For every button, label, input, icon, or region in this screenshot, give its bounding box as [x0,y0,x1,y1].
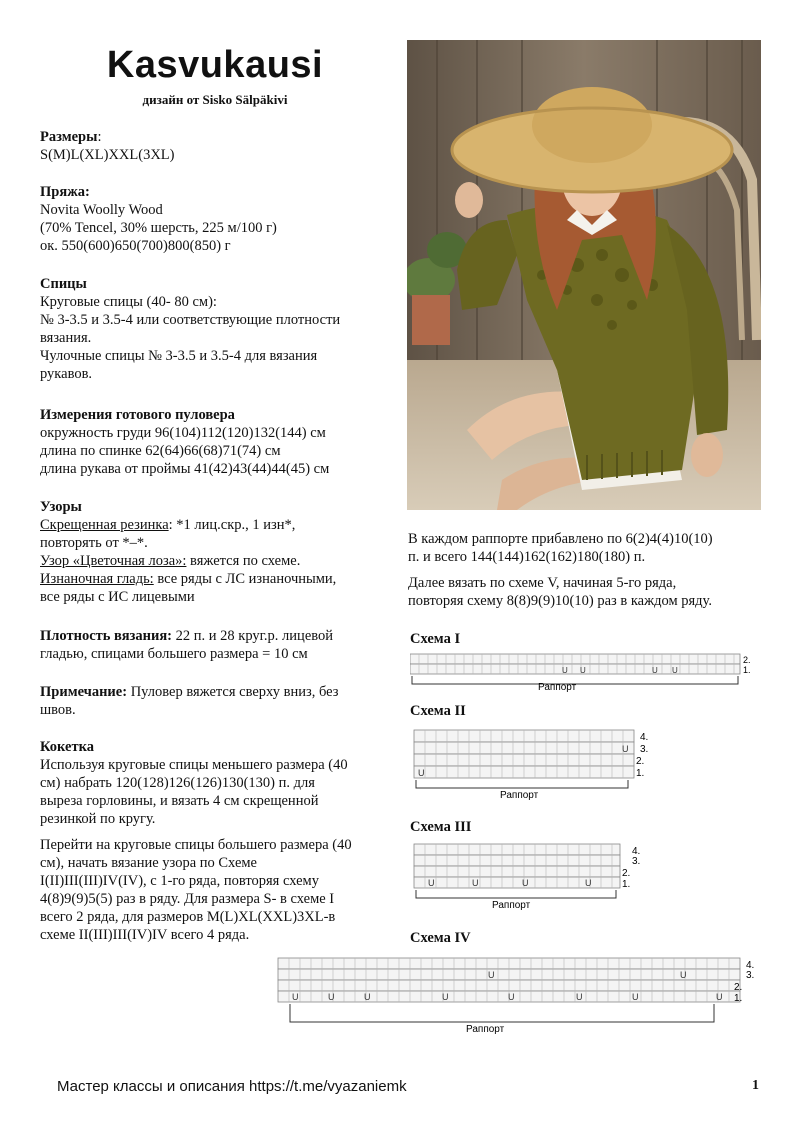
svg-text:U: U [562,666,568,675]
scheme-2-row-label: 4. [640,732,649,743]
footer-link-text[interactable]: Мастер классы и описания https://t.me/vyazaniemk [57,1078,407,1095]
scheme-4-grid [276,954,760,1038]
svg-text:U: U [622,744,629,754]
yoke-para1-line: см) набрать 120(128)126(126)130(130) п. для [40,775,315,791]
yoke-para2-line: см), начать вязание узора по Схеме [40,855,257,871]
scheme-4-row-label: 4. [746,960,755,971]
note-section [40,683,339,719]
needles-line: рукавов. [40,366,93,382]
reverse-stockinette-label: Изнаночная гладь: [40,571,154,587]
yoke-para2-line: I(II)III(III)IV(IV), с 1-го ряда, повторяя схему [40,873,319,889]
yarn-line: ок. 550(600)650(700)800(850) г [40,238,231,254]
designer-subtitle: дизайн от Sisko Sälpäkivi [142,92,288,107]
scheme-1-row-label: 1. [743,665,751,675]
patterns-section [40,498,336,606]
scheme-3-chart [410,840,670,921]
yoke-para2-line: схеме II(III)III(IV)IV всего 4 ряда. [40,927,250,943]
sizes-colon: : [97,129,102,145]
scheme-4-chart [276,954,760,1043]
svg-text:U: U [442,992,449,1002]
yoke-heading: Кокетка [40,739,94,755]
note-text-2: швов. [40,702,76,718]
rib-label: Скрещенная резинка [40,517,169,533]
rib-text: : *1 лиц.скр., 1 изн*, [168,517,296,533]
scheme-2-row-label: 3. [640,744,649,755]
note-text: Пуловер вяжется сверху вниз, без [127,684,339,700]
right-para2-line: повторяя схему 8(8)9(9)10(10) раз в каждом ряду. [408,593,712,609]
scheme-2-row-label: 1. [636,768,645,779]
yoke-para2-line: всего 2 ряда, для размеров M(L)XL(XXL)3XL-в [40,909,336,925]
measurements-line: окружность груди 96(104)112(120)132(144) см [40,425,326,441]
scheme-1-grid [410,652,760,700]
yoke-para1-line: резинкой по кругу. [40,811,156,827]
scheme-1-title: Схема I [410,631,461,647]
svg-text:U: U [508,992,515,1002]
scheme-4-rapport-label: Раппорт [466,1024,505,1035]
measurements-heading: Измерения готового пуловера [40,407,235,423]
svg-text:U: U [632,992,639,1002]
page-title: Kasvukausi [106,44,324,86]
scheme-1-rapport-label: Раппорт [538,682,577,693]
scheme-2-title: Схема II [410,703,466,719]
model-photo-illustration [407,40,761,510]
scheme-2-row-label: 2. [636,756,645,767]
gauge-text: 22 п. и 28 круг.р. лицевой [172,628,334,644]
needles-heading: Спицы [40,276,87,292]
model-photo [407,40,761,510]
scheme-4-row-label: 3. [746,970,755,981]
scheme-4-row-label: 2. [734,982,743,993]
svg-text:U: U [672,666,678,675]
scheme-2-grid [410,726,670,808]
scheme-1-row-label: 2. [743,655,751,665]
svg-text:U: U [716,992,723,1002]
page-number: 1 [752,1078,759,1093]
gauge-heading: Плотность вязания: [40,628,172,644]
yoke-para2-line: Перейти на круговые спицы большего размера (40 [40,837,352,853]
needles-line: вязания. [40,330,92,346]
gauge-section [40,627,333,663]
reverse-stockinette-text-2: все ряды с ИС лицевыми [40,589,195,605]
svg-text:U: U [580,666,586,675]
yoke-para2-line: 4(8)9(9)5(5) раз в ряду. Для размера S- в схеме I [40,891,335,907]
right-para1-line: В каждом раппорте прибавлено по 6(2)4(4)10(10) [408,531,713,547]
needles-line: № 3-3.5 и 3.5-4 или соответствующие плотности [40,312,341,328]
svg-text:U: U [418,768,425,778]
gauge-text-2: гладью, спицами большего размера = 10 см [40,646,308,662]
measurements-line: длина по спинке 62(64)66(68)71(74) см [40,443,281,459]
scheme-3-rapport-label: Раппорт [492,900,531,911]
svg-text:U: U [292,992,299,1002]
svg-text:U: U [428,878,435,888]
scheme-2-rapport-label: Раппорт [500,790,539,801]
yoke-section [40,738,352,944]
reverse-stockinette-text: все ряды с ЛС изнаночными, [153,571,337,587]
right-para2-line: Далее вязать по схеме V, начиная 5-го ряда, [408,575,677,591]
right-para1-line: п. и всего 144(144)162(162)180(180) п. [408,549,646,565]
scheme-2-chart [410,726,670,813]
scheme-3-title: Схема III [410,819,472,835]
yarn-line: (70% Tencel, 30% шерсть, 225 м/100 г) [40,220,277,236]
right-text [408,530,713,610]
scheme-3-row-label: 4. [632,846,641,857]
note-heading: Примечание: [40,684,128,700]
measurements-line: длина рукава от проймы 41(42)43(44)44(45) см [40,461,330,477]
scheme-3-row-label: 1. [622,879,631,890]
svg-text:U: U [364,992,371,1002]
svg-text:U: U [585,878,592,888]
svg-text:U: U [488,970,495,980]
needles-line: Чулочные спицы № 3-3.5 и 3.5-4 для вязания [40,348,318,364]
patterns-heading: Узоры [40,499,82,515]
yarn-section [40,183,277,255]
scheme-4-row-label: 1. [734,993,743,1004]
scheme-3-grid [410,840,670,916]
vine-text: вяжется по схеме. [186,553,301,569]
measurements-section [40,406,329,478]
svg-text:U: U [652,666,658,675]
scheme-3-row-label: 2. [622,868,631,879]
svg-text:U: U [522,878,529,888]
svg-text:U: U [576,992,583,1002]
sizes-section [40,128,175,164]
needles-section [40,275,340,383]
needles-line: Круговые спицы (40- 80 см): [40,294,217,310]
yarn-line: Novita Woolly Wood [40,202,163,218]
sizes-value: S(M)L(XL)XXL(3XL) [40,147,175,163]
svg-text:U: U [680,970,687,980]
svg-text:U: U [472,878,479,888]
yoke-para1-line: выреза горловины, и вязать 4 см скрещенной [40,793,319,809]
scheme-1-chart [410,652,760,705]
yoke-para1-line: Используя круговые спицы меньшего размера (40 [40,757,348,773]
svg-text:U: U [328,992,335,1002]
scheme-3-row-label: 3. [632,856,641,867]
rib-text-2: повторять от *–*. [40,535,148,551]
scheme-4-title: Схема IV [410,930,471,946]
sizes-heading: Размеры [40,129,98,145]
yarn-heading: Пряжа: [40,184,90,200]
vine-label: Узор «Цветочная лоза»: [40,553,187,569]
